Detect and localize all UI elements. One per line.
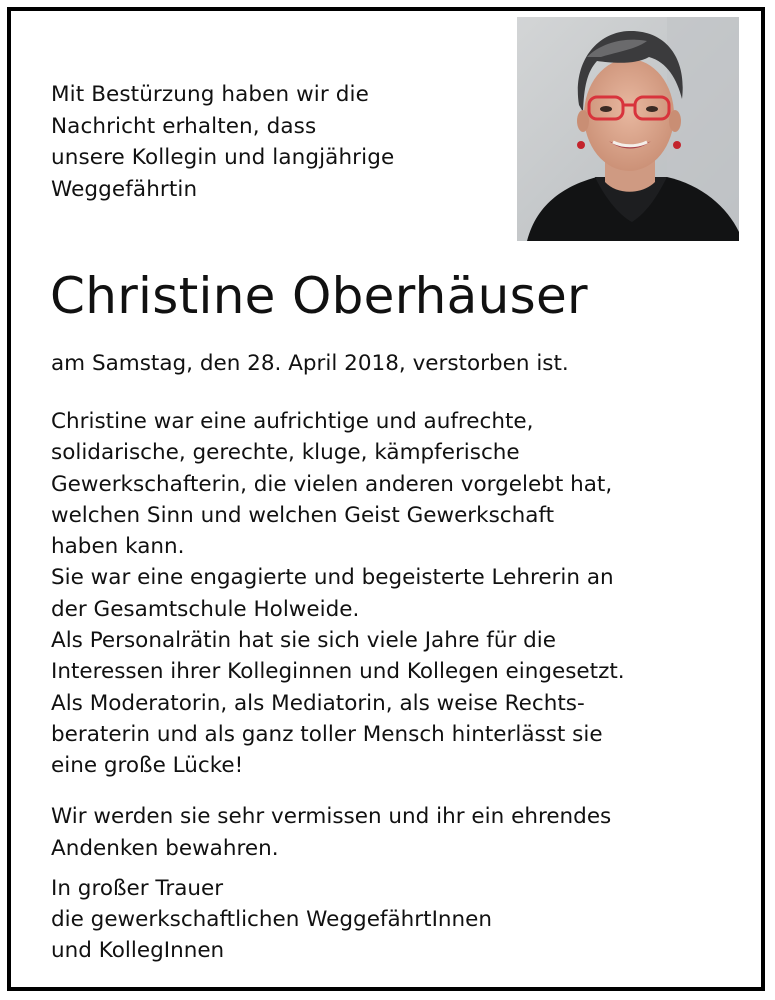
closing-line: und KollegInnen xyxy=(51,938,225,963)
tribute-line: eine große Lücke! xyxy=(51,753,244,779)
tribute-text xyxy=(51,406,625,782)
remembrance-text xyxy=(51,801,611,864)
tribute-line: Sie war eine engagierte und begeisterte Lehrerin an xyxy=(51,565,614,591)
intro-line: Mit Bestürzung haben wir die xyxy=(51,82,369,107)
closing-line: In großer Trauer xyxy=(51,876,224,901)
tribute-line: welchen Sinn und welchen Geist Gewerkschaft xyxy=(51,502,555,528)
intro-line: Nachricht erhalten, dass xyxy=(51,113,317,139)
intro-text xyxy=(51,79,394,205)
intro-line: unsere Kollegin und langjährige xyxy=(51,145,395,170)
tribute-line: Als Personalrätin hat sie sich viele Jahre für die xyxy=(51,628,556,654)
closing-signature xyxy=(51,873,492,966)
tribute-line: Interessen ihrer Kolleginnen und Kollegen eingesetzt. xyxy=(51,659,625,685)
tribute-line: Gewerkschafterin, die vielen anderen vorgelebt hat, xyxy=(51,471,613,497)
tribute-line: solidarische, gerechte, kluge, kämpferische xyxy=(51,440,520,466)
tribute-line: haben kann. xyxy=(51,534,185,560)
tribute-line: der Gesamtschule Holweide. xyxy=(51,596,360,622)
intro-line: Weggefährtin xyxy=(51,176,198,202)
tribute-line: beraterin und als ganz toller Mensch hinterlässt sie xyxy=(51,721,603,747)
remembrance-line: Wir werden sie sehr vermissen und ihr ein ehrendes xyxy=(51,804,612,829)
tribute-line: Als Moderatorin, als Mediatorin, als weise Rechts- xyxy=(51,690,585,716)
closing-line: die gewerkschaftlichen WeggefährtInnen xyxy=(51,907,493,932)
date-of-death: am Samstag, den 28. April 2018, verstorben ist. xyxy=(51,351,569,376)
deceased-name: Christine Oberhäuser xyxy=(50,267,588,325)
remembrance-line: Andenken bewahren. xyxy=(51,835,279,861)
portrait-photo xyxy=(517,17,739,241)
tribute-line: Christine war eine aufrichtige und aufrechte, xyxy=(51,409,534,434)
